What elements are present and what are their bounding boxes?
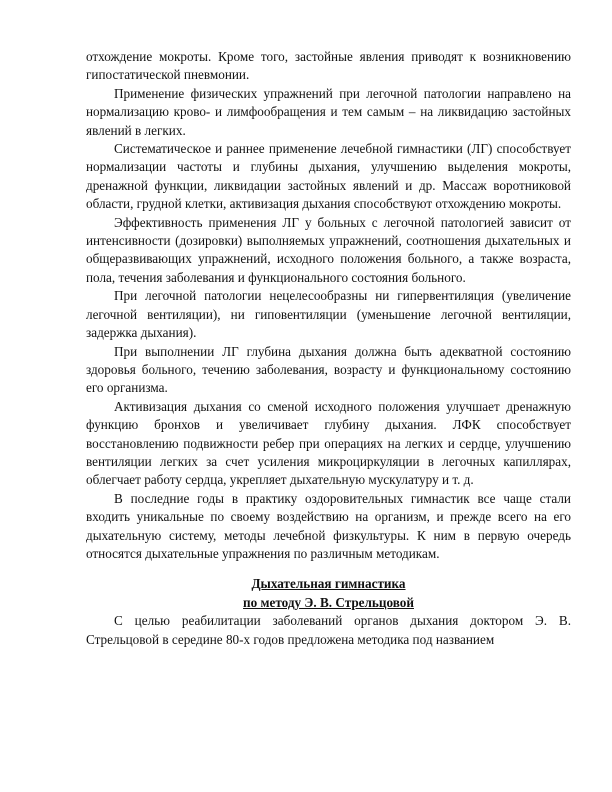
paragraph-5: При легочной патологии нецелесообразны ни гипервентиляция (увеличение легочной вентиляции), ни гиповентиляции (уменьшение легочной вентиляции, задержка дыхания). — [86, 288, 571, 341]
document-page — [86, 48, 571, 649]
paragraph-7: Активизация дыхания со сменой исходного положения улучшает дренажную функцию бронхов и увеличивает глубину дыхания. ЛФК способствует восстановлению подвижности ребер при операциях на легких и сердце, улучшению вентиляции легких за счет усиления микроциркуляции в легочных капиллярах, облегчает работу сердца, укрепляет дыхательную мускулатуру и т. д. — [86, 398, 571, 488]
paragraph-6: При выполнении ЛГ глубина дыхания должна быть адекватной состоянию здоровья больного, течению заболевания, возрасту и функциональному состоянию его организма. — [86, 343, 571, 396]
paragraph-3: Систематическое и раннее применение лечебной гимнастики (ЛГ) способствует нормализации частоты и глубины дыхания, улучшению выделения мокроты, дренажной функции, ликвидации застойных явлений и др. Массаж воротниковой области, грудной клетки, активизация дыхания способствуют отхождению мокроты. — [86, 141, 571, 212]
paragraph-8: В последние годы в практику оздоровительных гимнастик все чаще стали входить уникальные по своему воздействию на организм, и прежде всего на его дыхательную систему, методы лечебной физкультуры. К ним в первую очередь относятся дыхательные упражнения по различным методикам. — [86, 490, 571, 561]
section-heading-line-1: Дыхательная гимнастика — [251, 576, 406, 592]
paragraph-2: Применение физических упражнений при легочной патологии направлено на нормализацию крово- и лимфообращения и тем самым – на ликвидацию застойных явлений в легких. — [86, 85, 571, 138]
section-heading-line-2: по методу Э. В. Стрельцовой — [243, 594, 414, 610]
paragraph-1: отхождение мокроты. Кроме того, застойные явления приводят к возникновению гипостатической пневмонии. — [86, 49, 571, 83]
section-heading — [86, 575, 571, 612]
paragraph-4: Эффективность применения ЛГ у больных с легочной патологией зависит от интенсивности (дозировки) выполняемых упражнений, соотношения дыхательных и общеразвивающих упражнений, исходного положения больного, а также возраста, пола, течения заболевания и функционального состояния больного. — [86, 214, 571, 285]
paragraph-final: С целью реабилитации заболеваний органов дыхания доктором Э. В. Стрельцовой в середине 80-х годов предложена методика под названием — [86, 613, 571, 647]
